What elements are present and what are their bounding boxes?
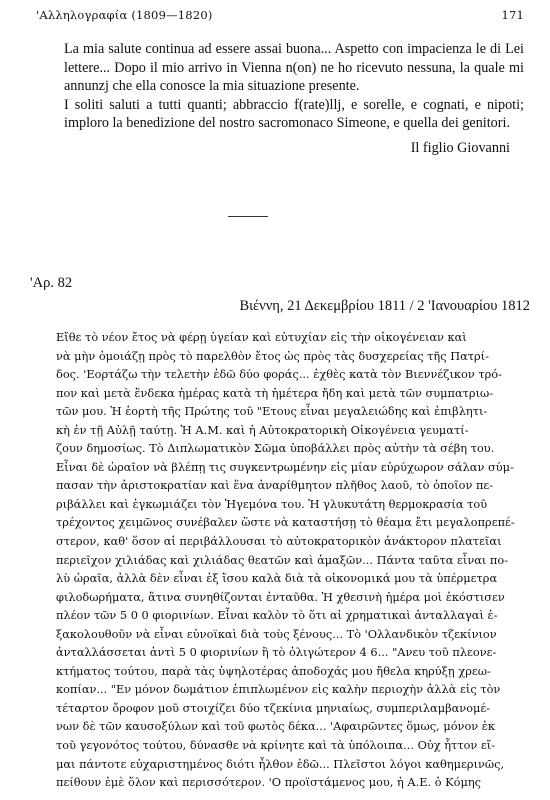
greek-text-line: κοπίαν... "Εν μόνον δωμάτιον ἐπιπλωμένον εἰς καλὴν περιοχὴν ἀλλὰ εἰς τὸν [56, 682, 501, 697]
running-head-title: 'Αλληλογραφία (1809—1820) [36, 8, 213, 22]
greek-text-line: περιεῖχον χιλιάδας καὶ χιλιάδας θεατῶν καὶ ἁμαξῶν... Πάντα ταῦτα εἶναι πο- [56, 552, 509, 567]
section-divider [228, 216, 268, 217]
greek-text-line: δος. 'Εορτάζω τὴν τελετὴν ἐδῶ δύο φοράς... ἐχθὲς κατὰ τὸν Βιεννέζικον τρό- [56, 367, 502, 382]
greek-text-line: Εἶναι δὲ ὡραῖον νὰ βλέπῃ τις συγκεντρωμένην εἰς μίαν εὐρύχωρον σάλαν σύμ- [56, 459, 514, 474]
greek-text-line: μαι πάντοτε εὐχαριστημένος διότι ἦλθον ἐδῶ... Πλεῖστοι λόγοι καθημερινῶς, [56, 756, 505, 771]
greek-text-line: τοῦ γεγονότος τούτου, δύνασθε νὰ κρίνητε καὶ τὰ ὑπόλοιπα... Οὐχ ἧττον εἴ- [56, 738, 496, 753]
greek-text-line: λὺ ὡραῖα, ἀλλὰ δὲν εἶναι ἐξ ἴσου καλὰ διὰ τὰ οἰκονομικά μου τὰ ὑπέρμετρα [56, 571, 498, 586]
greek-text-line: φιλοδωρήματα, ἅτινα συνηθίζονται ἐνταῦθα. Ἡ χθεσινὴ ἡμέρα μοὶ ἐκόστισεν [56, 589, 505, 604]
greek-text-line: τῶν μου. Ἡ ἑορτὴ τῆς Πρώτης τοῦ "Ετους εἶναι μεγαλειώδης καὶ ἐπιβλητι- [56, 404, 488, 419]
greek-text-line: πασαν τὴν ἀριστοκρατίαν καὶ ἕνα ἀναρίθμητον πλῆθος λαοῦ, τὸ ὁποῖον πε- [56, 478, 494, 493]
greek-text-line: πείθουν ἐμὲ ὅλον καὶ περισσότερον. 'Ο προϊστάμενος μου, ἡ Α.Ε. ὁ Κόμης [56, 775, 481, 790]
greek-text-line: νὰ μὴν ὁμοιάζῃ πρὸς τὸ παρελθὸν ἔτος ὡς πρὸς τὰς δυσχερείας τῆς Πατρί- [56, 348, 489, 363]
greek-text-line: ξακολουθοῦν νὰ εἶναι εὐνοϊκαὶ διὰ τοὺς ξένους... Τὸ 'Ολλανδικὸν τζεκίνιον [56, 626, 497, 641]
greek-text-line: ἀνταλλάσσεται ἀντὶ 5 0 φιορινίων ἢ τὸ ὀλιγώτερον 4 6... "Ανευ τοῦ πλεονε- [56, 645, 497, 660]
greek-text-line: Εἴθε τὸ νέον ἔτος νὰ φέρῃ ὑγείαν καὶ εὐτυχίαν εἰς τὴν οἰκογένειαν καὶ [56, 330, 467, 344]
greek-text-line: πον καὶ μετὰ ἕνδεκα ἡμέρας κατὰ τὴ ἡμέτερα ἤδη καὶ μετὰ τῶν συμπατριω- [56, 385, 494, 400]
italian-letter-ending [64, 40, 524, 158]
greek-text-line: νων δὲ τῶν καυσοξύλων καὶ τοῦ φωτὸς δέκα... 'Αφαιρῶντες ὅμως, μόνον ἐκ [56, 719, 495, 734]
greek-text-line: κτήματος τούτου, παρὰ τὰς ὑψηλοτέρας ἀποδοχάς μου ἤθελα κηρύξῃ χρεω- [56, 663, 491, 678]
greek-text-line: τρέχοντος χειμῶνος συνέβαλεν ὥστε νὰ καταστήσῃ τὸ θέαμα ἔτι μεγαλοπρεπέ- [56, 515, 515, 530]
running-head [36, 8, 524, 24]
dateline: Βιέννη, 21 Δεκεμβρίου 1811 / 2 'Ιανουαρίου 1812 [239, 298, 530, 314]
greek-text-line: τέταρτον ὄροφον μοῦ στοιχίζει δύο τζεκίνια μηνιαίως, συμπεριλαμβανομέ- [56, 700, 491, 715]
greek-text-line: πλέον τῶν 5 0 0 φιορινίων. Εἶναι καλὸν τὸ ὅτι αἱ χρηματικαὶ ἀνταλλαγαὶ ἐ- [56, 608, 498, 623]
italian-paragraph: I soliti saluti a tutti quanti; abbraccio f(rate)llj, e sorelle, e cognati, e nipoti; imploro la benedizione del nostro sacromonaco Simeone, e quella dei genitori. [64, 96, 524, 132]
letter-number: 'Αρ. 82 [30, 275, 73, 291]
greek-text-line: ριβάλλει καὶ ἐγκωμιάζει τὸν Ἡγεμόνα του. Ἡ γλυκυτάτη θερμοκρασία τοῦ [56, 496, 488, 511]
greek-text-line: κὴ ἐν τῇ Αὐλῇ ταύτῃ. Ἡ Α.Μ. καὶ ἡ Αὐτοκρατορικὴ Οἰκογένεια γευματί- [56, 422, 469, 437]
greek-text-line: ζουν δημοσίως. Τὸ Διπλωματικὸν Σῶμα ὑποβάλλει πρὸς αὐτὴν τὰ σέβη του. [56, 441, 495, 456]
page-number: 171 [501, 8, 524, 22]
italian-paragraph: La mia salute continua ad essere assai buona... Aspetto con impacienza le di Lei lettere... Dopo il mio arrivo in Vienna n(on) ne ho ricevuto nessuna, la quale mi annunzj che ella conosce la mia situazione presente. [64, 41, 524, 95]
greek-letter-body [56, 328, 528, 792]
greek-text-line: στερον, καθ' ὅσον αἱ περιβάλλουσαι τὸ αὐτοκρατορικὸν ἀνάκτορον πλατεῖαι [56, 534, 502, 549]
signature: Il figlio Giovanni [410, 139, 510, 156]
